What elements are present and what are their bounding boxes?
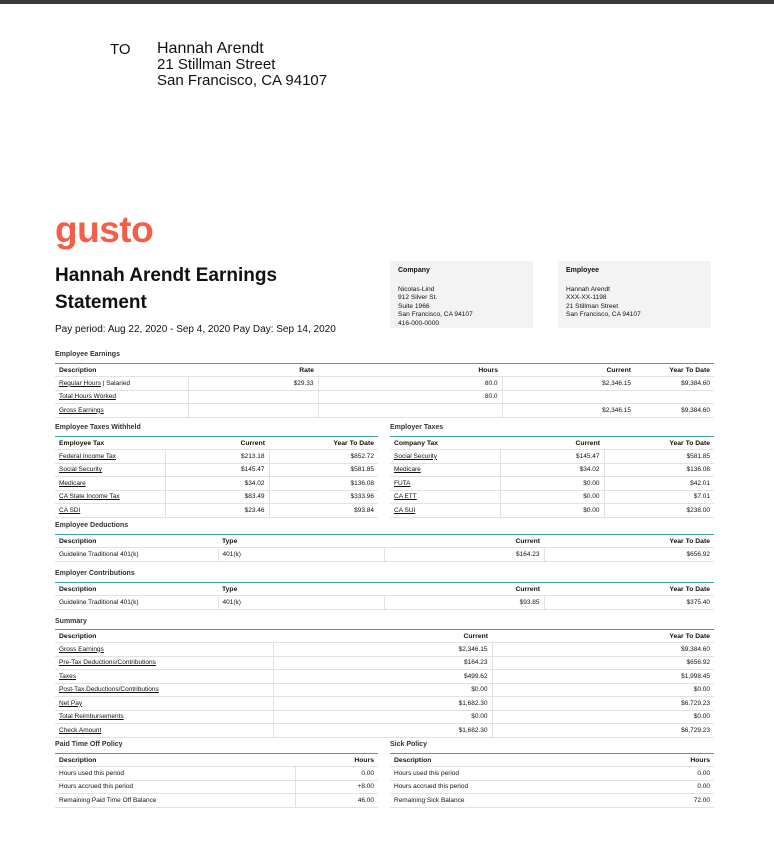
- gross-earnings-link[interactable]: Gross Earnings: [59, 406, 104, 414]
- cell-hours: 72.00: [630, 794, 714, 808]
- table-row: [390, 767, 714, 781]
- tax-link[interactable]: Social Security: [394, 452, 437, 460]
- table-row: [55, 377, 714, 391]
- cell-description: Remaining Sick Balance: [390, 794, 630, 808]
- col-description: Description: [55, 364, 188, 377]
- table-row: [55, 780, 378, 794]
- col-type: Type: [218, 535, 384, 548]
- cell-hours: 80.0: [318, 377, 502, 391]
- table-row: [55, 697, 714, 711]
- col-current: Current: [165, 437, 269, 450]
- table-row: [55, 390, 714, 404]
- employee-address-2: San Francisco, CA 94107: [566, 311, 641, 319]
- row-desc-suffix: | Salaried: [100, 379, 131, 387]
- table-row: [390, 504, 714, 518]
- cell-ytd: $852.72: [269, 450, 378, 464]
- col-description: Description: [55, 583, 218, 596]
- cell-current: $164.23: [273, 656, 492, 670]
- employee-taxes-table: [55, 436, 378, 518]
- recipient-city: San Francisco, CA 94107: [157, 72, 328, 89]
- cell-ytd: $581.85: [604, 450, 714, 464]
- table-row: [55, 504, 378, 518]
- table-row: [55, 477, 378, 491]
- col-current: Current: [384, 535, 544, 548]
- table-row: [55, 794, 378, 808]
- table-row: [55, 643, 714, 657]
- col-hours: Hours: [295, 754, 378, 767]
- cell-ytd: $333.96: [269, 490, 378, 504]
- cell-current: $0.00: [500, 490, 604, 504]
- summary-link[interactable]: Pre-Tax Deductions/Contributions: [59, 659, 156, 667]
- cell-current: $23.46: [165, 504, 269, 518]
- table-row: [390, 477, 714, 491]
- col-hours: Hours: [318, 364, 502, 377]
- gusto-logo: gusto: [55, 209, 154, 250]
- col-description: Description: [55, 535, 218, 548]
- cell-ytd: $656.92: [544, 548, 714, 562]
- col-description: Description: [390, 754, 630, 767]
- cell-hours: 0.00: [295, 767, 378, 781]
- tax-link[interactable]: CA SUI: [394, 506, 416, 514]
- cell-current: $2,346.15: [273, 643, 492, 657]
- cell-hours: 80.0: [318, 390, 502, 404]
- contributions-title: Employer Contributions: [55, 570, 135, 577]
- table-row: [390, 450, 714, 464]
- summary-title: Summary: [55, 618, 87, 625]
- cell-current: $34.02: [165, 477, 269, 491]
- deductions-title: Employee Deductions: [55, 522, 129, 529]
- table-row: [55, 670, 714, 684]
- statement-title: [55, 262, 355, 316]
- recipient-name: Hannah Arendt: [157, 40, 264, 57]
- cell-ytd: $0.00: [492, 683, 714, 697]
- cell-current: $213.18: [165, 450, 269, 464]
- employer-taxes-table: [390, 436, 714, 518]
- table-row: [390, 490, 714, 504]
- table-row: [55, 767, 378, 781]
- cell-current: $83.49: [165, 490, 269, 504]
- table-row: [55, 656, 714, 670]
- cell-ytd: $238.00: [604, 504, 714, 518]
- cell-ytd: $9,384.60: [635, 377, 714, 391]
- table-row: [390, 780, 714, 794]
- tax-link[interactable]: Medicare: [394, 466, 421, 474]
- cell-ytd: $375.40: [544, 596, 714, 610]
- col-current: Current: [502, 364, 635, 377]
- table-row: [55, 683, 714, 697]
- cell-hours: +8.00: [295, 780, 378, 794]
- cell-description: Guideline Traditional 401(k): [55, 548, 218, 562]
- employee-name: Hannah Arendt: [566, 285, 610, 293]
- pto-table: [55, 753, 378, 808]
- table-row: [55, 710, 714, 724]
- cell-hours: [318, 404, 502, 418]
- summary-link[interactable]: Net Pay: [59, 699, 83, 707]
- cell-description: Hours accrued this period: [390, 780, 630, 794]
- table-row: [55, 596, 714, 610]
- cell-description: Hours accrued this period: [55, 780, 295, 794]
- cell-current: [502, 390, 635, 404]
- col-current: Current: [500, 437, 604, 450]
- cell-current: $0.00: [500, 504, 604, 518]
- col-description: Description: [55, 754, 295, 767]
- col-description: Description: [55, 630, 273, 643]
- deductions-table: [55, 534, 714, 562]
- sick-table: [390, 753, 714, 808]
- summary-link[interactable]: Check Amount: [59, 726, 102, 734]
- table-row: [55, 724, 714, 738]
- summary-link[interactable]: Gross Earnings: [59, 645, 104, 653]
- tax-link[interactable]: CA SDI: [59, 506, 81, 514]
- cell-description: Hours used this period: [55, 767, 295, 781]
- cell-description: Hours used this period: [390, 767, 630, 781]
- cell-ytd: $136.08: [269, 477, 378, 491]
- cell-ytd: [635, 390, 714, 404]
- cell-rate: $29.33: [188, 377, 318, 391]
- col-current: Current: [273, 630, 492, 643]
- summary-link[interactable]: Post-Tax Deductions/Contributions: [59, 686, 159, 694]
- cell-ytd: $42.01: [604, 477, 714, 491]
- col-rate: Rate: [188, 364, 318, 377]
- company-heading: Company: [398, 267, 430, 274]
- col-type: Type: [218, 583, 384, 596]
- cell-current: $93.85: [384, 596, 544, 610]
- table-row: [390, 463, 714, 477]
- cell-ytd: $7.01: [604, 490, 714, 504]
- cell-current: $1,682.30: [273, 697, 492, 711]
- cell-current: $145.47: [500, 450, 604, 464]
- col-ytd: Year To Date: [635, 364, 714, 377]
- to-label: TO: [110, 41, 131, 58]
- cell-type: 401(k): [218, 596, 384, 610]
- cell-description: Guideline Traditional 401(k): [55, 596, 218, 610]
- employer-taxes-title: Employer Taxes: [390, 424, 444, 431]
- cell-type: 401(k): [218, 548, 384, 562]
- table-row: [55, 490, 378, 504]
- company-address-3: San Francisco, CA 94107: [398, 311, 473, 319]
- regular-hours-link[interactable]: Regular Hours: [59, 379, 101, 387]
- cell-ytd: $136.08: [604, 463, 714, 477]
- table-row: [390, 794, 714, 808]
- cell-current: $0.00: [500, 477, 604, 491]
- col-ytd: Year To Date: [492, 630, 714, 643]
- cell-hours: 46.00: [295, 794, 378, 808]
- contributions-table: [55, 582, 714, 610]
- pay-period: Pay period: Aug 22, 2020 - Sep 4, 2020 Pay Day: Sep 14, 2020: [55, 324, 336, 335]
- col-ytd: Year To Date: [604, 437, 714, 450]
- col-employee-tax: Employee Tax: [55, 437, 165, 450]
- cell-ytd: $0.00: [492, 710, 714, 724]
- pto-title: Paid Time Off Policy: [55, 741, 123, 748]
- company-box: [390, 261, 533, 328]
- col-ytd: Year To Date: [544, 535, 714, 548]
- recipient-street: 21 Stillman Street: [157, 56, 276, 73]
- cell-hours: 0.00: [630, 767, 714, 781]
- earnings-title: Employee Earnings: [55, 351, 120, 358]
- cell-current: $2,346.15: [502, 377, 635, 391]
- table-row: [55, 463, 378, 477]
- col-hours: Hours: [630, 754, 714, 767]
- company-address-2: Suite 1966: [398, 302, 430, 310]
- page-top-border: [0, 0, 774, 4]
- mailing-address: [157, 41, 327, 89]
- table-row: [55, 548, 714, 562]
- col-ytd: Year To Date: [269, 437, 378, 450]
- summary-link[interactable]: Taxes: [59, 672, 76, 680]
- cell-current: $499.62: [273, 670, 492, 684]
- tax-link[interactable]: Medicare: [59, 479, 86, 487]
- cell-ytd: $656.92: [492, 656, 714, 670]
- cell-current: $145.47: [165, 463, 269, 477]
- earnings-table: [55, 363, 714, 418]
- total-hours-link[interactable]: Total Hours Worked: [59, 393, 116, 401]
- cell-current: $1,682.30: [273, 724, 492, 738]
- employee-box: [558, 261, 711, 328]
- cell-rate: [188, 404, 318, 418]
- statement-title-line2: Statement: [55, 292, 147, 313]
- table-row: [55, 450, 378, 464]
- statement-title-line1: Hannah Arendt Earnings: [55, 265, 278, 286]
- cell-ytd: $581.85: [269, 463, 378, 477]
- cell-description: Remaining Paid Time Off Balance: [55, 794, 295, 808]
- company-phone: 416-000-0000: [398, 319, 440, 327]
- col-ytd: Year To Date: [544, 583, 714, 596]
- cell-current: $164.23: [384, 548, 544, 562]
- cell-ytd: $93.84: [269, 504, 378, 518]
- employee-heading: Employee: [566, 267, 600, 274]
- cell-rate: [188, 390, 318, 404]
- cell-current: $34.02: [500, 463, 604, 477]
- sick-title: Sick Policy: [390, 741, 427, 748]
- company-name: Nicolas-Lind: [398, 285, 435, 293]
- col-company-tax: Company Tax: [390, 437, 500, 450]
- company-address-1: 912 Silver St.: [398, 294, 438, 302]
- cell-current: $2,346.15: [502, 404, 635, 418]
- summary-table: [55, 629, 714, 738]
- tax-link[interactable]: CA State Income Tax: [59, 493, 120, 501]
- tax-link[interactable]: CA ETT: [394, 493, 417, 501]
- cell-ytd: $6,729.23: [492, 697, 714, 711]
- cell-current: $0.00: [273, 683, 492, 697]
- cell-ytd: $1,998.45: [492, 670, 714, 684]
- cell-current: $0.00: [273, 710, 492, 724]
- tax-link[interactable]: Social Security: [59, 466, 102, 474]
- tax-link[interactable]: Federal Income Tax: [59, 452, 116, 460]
- cell-ytd: $9,384.60: [492, 643, 714, 657]
- col-current: Current: [384, 583, 544, 596]
- cell-hours: 0.00: [630, 780, 714, 794]
- cell-ytd: $9,384.60: [635, 404, 714, 418]
- table-row: [55, 404, 714, 418]
- employee-taxes-title: Employee Taxes Withheld: [55, 424, 141, 431]
- tax-link[interactable]: FUTA: [394, 479, 411, 487]
- cell-ytd: $6,729.23: [492, 724, 714, 738]
- employee-ssn: XXX-XX-1198: [566, 294, 607, 302]
- employee-address-1: 21 Stillman Street: [566, 302, 619, 310]
- summary-link[interactable]: Total Reimbursements: [59, 713, 124, 721]
